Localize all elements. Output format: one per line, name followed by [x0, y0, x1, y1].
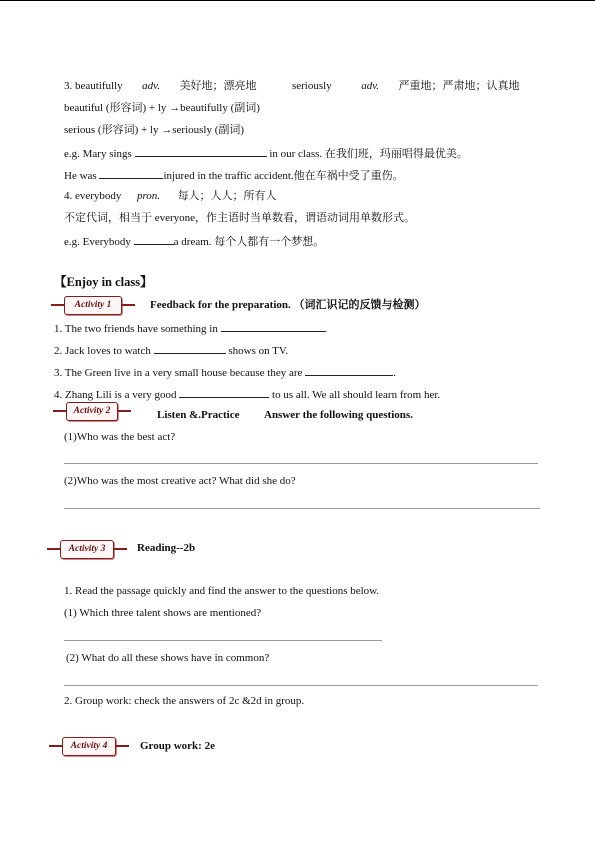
- activity-4-title: Group work: 2e: [140, 740, 215, 752]
- question-2: (2)Who was the most creative act? What did she do?: [64, 475, 296, 487]
- page-top-border: [0, 0, 595, 1]
- example-text: e.g. Everybody: [64, 236, 131, 248]
- vocab-pos: pron.: [136, 190, 161, 202]
- question-text: 2. Jack loves to watch: [54, 345, 151, 357]
- activity-2-title: Listen &.Practice: [157, 409, 240, 421]
- answer-line[interactable]: [64, 640, 382, 641]
- question-4: [54, 387, 440, 402]
- vocab-word: 3. beautifully: [64, 80, 123, 92]
- answer-line[interactable]: [64, 463, 538, 464]
- fill-blank[interactable]: [305, 365, 393, 376]
- task-2: 2. Group work: check the answers of 2c &2d in group.: [64, 695, 305, 707]
- example-sentence: [64, 146, 468, 161]
- question-2: (2) What do all these shows have in common?: [66, 652, 270, 664]
- question-text: .: [324, 323, 328, 335]
- word-formation-rule: beautiful (形容词) + ly →beautifully (副词): [64, 102, 260, 114]
- question-1: (1) Which three talent shows are mentioned?: [64, 607, 262, 619]
- question-1: (1)Who was the best act?: [64, 431, 176, 443]
- question-2: [54, 343, 288, 358]
- fill-blank[interactable]: [179, 387, 269, 398]
- vocab-item-4: [64, 190, 277, 203]
- question-text: to us all. We all should learn from her.: [272, 389, 441, 401]
- activity-4-badge: Activity 4: [62, 737, 116, 756]
- fill-blank[interactable]: [134, 234, 174, 245]
- activity-3-title: Reading--2b: [137, 542, 196, 554]
- fill-blank[interactable]: [99, 168, 163, 179]
- question-text: .: [393, 367, 396, 379]
- word-formation-rule: serious (形容词) + ly →seriously (副词): [64, 124, 245, 136]
- vocab-word: 4. everybody: [64, 190, 122, 202]
- fill-blank[interactable]: [135, 146, 267, 157]
- question-3: [54, 365, 396, 380]
- example-text: injured in the traffic accident.他在车祸中受了重伤。: [163, 170, 404, 182]
- question-1: [54, 321, 327, 336]
- vocab-meaning: 美好地；漂亮地: [179, 80, 257, 92]
- activity-2-badge: Activity 2: [66, 402, 118, 421]
- activity-2-subtitle: Answer the following questions.: [264, 409, 413, 421]
- example-sentence: [64, 234, 324, 249]
- answer-line[interactable]: [64, 508, 540, 509]
- question-text: 1. The two friends have something in: [54, 323, 218, 335]
- vocab-meaning: 每人；人人；所有人: [177, 190, 277, 202]
- question-text: shows on TV.: [228, 345, 289, 357]
- fill-blank[interactable]: [154, 343, 226, 354]
- vocab-meaning: 严重地；严肃地；认真地: [398, 80, 520, 92]
- section-heading: 【Enjoy in class】: [54, 275, 153, 289]
- vocab-pos: adv.: [142, 80, 160, 92]
- activity-3-badge: Activity 3: [60, 540, 114, 559]
- activity-1-title: Feedback for the preparation. （词汇识记的反馈与检测）: [150, 299, 426, 311]
- answer-line[interactable]: [64, 685, 538, 686]
- task-1: 1. Read the passage quickly and find the answer to the questions below.: [64, 585, 380, 597]
- grammar-note: 不定代词，相当于 everyone，作主语时当单数看，谓语动词用单数形式。: [64, 212, 416, 224]
- vocab-word: seriously: [291, 80, 332, 92]
- question-text: 3. The Green live in a very small house because they are: [54, 367, 303, 379]
- example-text: in our class. 在我们班，玛丽唱得最优美。: [269, 148, 468, 160]
- example-text: He was: [64, 170, 97, 182]
- example-text: e.g. Mary sings: [64, 148, 132, 160]
- activity-1-badge: Activity 1: [64, 296, 122, 315]
- question-text: 4. Zhang Lili is a very good: [54, 389, 177, 401]
- example-text: a dream. 每个人都有一个梦想。: [173, 236, 325, 248]
- example-sentence: [64, 168, 404, 183]
- fill-blank[interactable]: [221, 321, 325, 332]
- vocab-item-3: [64, 80, 520, 93]
- vocab-pos: adv.: [361, 80, 380, 92]
